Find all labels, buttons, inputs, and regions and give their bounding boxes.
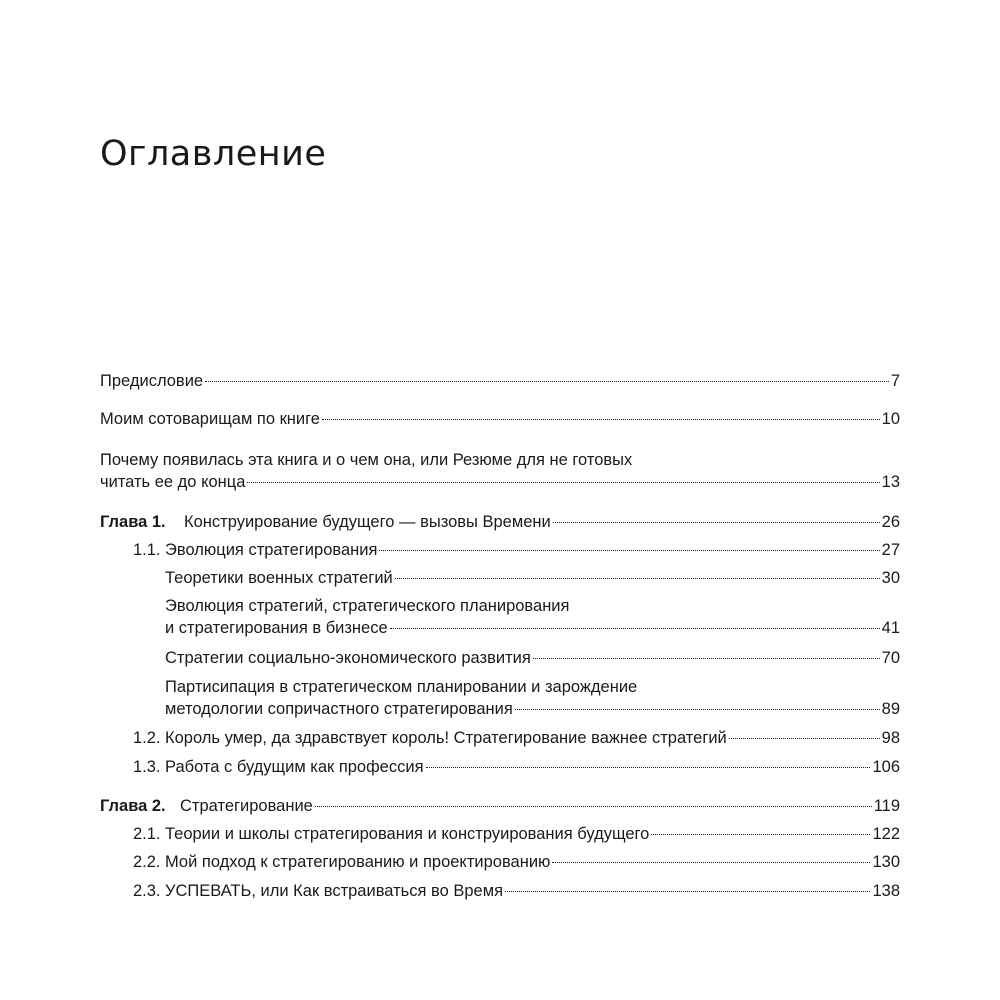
page-title: Оглавление (100, 134, 327, 174)
toc-entry-colleagues[interactable] (100, 408, 900, 430)
toc-page-number: 130 (872, 853, 900, 871)
toc-entry-1-1[interactable] (133, 539, 900, 561)
toc-page-number: 98 (881, 729, 900, 747)
toc-entry-label: УСПЕВАТЬ, или Как встраиваться во Время (165, 882, 504, 900)
toc-entry-why-book[interactable] (100, 449, 900, 493)
toc-entry-label: Теоретики военных стратегий (165, 569, 393, 587)
chapter-number: Глава 1. (100, 513, 166, 531)
toc-entry-preface[interactable] (100, 370, 900, 392)
leader-dots (505, 891, 870, 892)
toc-entry-chapter-1[interactable] (100, 511, 900, 533)
toc-page-number: 26 (881, 513, 900, 531)
leader-dots (315, 806, 872, 807)
toc-entry-label: Стратегии социально-экономического развития (165, 649, 531, 667)
toc-entry-2-1[interactable] (133, 823, 900, 845)
toc-entry-business-strategy[interactable] (165, 595, 900, 639)
toc-entry-label-line1: Эволюция стратегий, стратегического планирования (165, 597, 570, 615)
toc-entry-chapter-2[interactable] (100, 795, 900, 817)
leader-dots (390, 628, 880, 629)
toc-entry-label-line1: Партисипация в стратегическом планировании и зарождение (165, 678, 638, 696)
toc-page-number: 7 (890, 372, 900, 390)
toc-entry-label: читать ее до конца (100, 473, 246, 491)
toc-entry-label: и стратегирования в бизнесе (165, 619, 388, 637)
toc-entry-1-2[interactable] (133, 727, 900, 749)
toc-page-number: 106 (872, 758, 900, 776)
leader-dots (426, 767, 871, 768)
toc-page-number: 89 (881, 700, 900, 718)
toc-page-number: 27 (881, 541, 900, 559)
leader-dots (533, 658, 880, 659)
section-number: 1.3. (133, 758, 161, 776)
toc-entry-label: Теории и школы стратегирования и конструирования будущего (165, 825, 650, 843)
toc-entry-label: Король умер, да здравствует король! Стратегирование важнее стратегий (165, 729, 727, 747)
chapter-number: Глава 2. (100, 797, 166, 815)
leader-dots (322, 419, 880, 420)
leader-dots (552, 862, 870, 863)
toc-entry-label: Стратегирование (180, 797, 313, 815)
toc-entry-label: Предисловие (100, 372, 204, 390)
leader-dots (553, 522, 880, 523)
toc-page-number: 41 (881, 619, 900, 637)
section-number: 1.2. (133, 729, 161, 747)
toc-entry-label: Моим сотоварищам по книге (100, 410, 320, 428)
section-number: 2.3. (133, 882, 161, 900)
leader-dots (379, 550, 879, 551)
toc-page-number: 122 (872, 825, 900, 843)
leader-dots (395, 578, 880, 579)
toc-entry-socioeconomic[interactable] (165, 647, 900, 669)
section-number: 1.1. (133, 541, 161, 559)
toc-entry-participation[interactable] (165, 676, 900, 720)
toc-page-number: 119 (873, 797, 900, 815)
section-number: 2.2. (133, 853, 161, 871)
toc-entry-military-theorists[interactable] (165, 567, 900, 589)
toc-entry-label: Работа с будущим как профессия (165, 758, 424, 776)
toc-page-number: 30 (881, 569, 900, 587)
toc-page-number: 138 (872, 882, 900, 900)
leader-dots (205, 381, 889, 382)
toc-entry-label: Конструирование будущего — вызовы Времени (184, 513, 551, 531)
toc-page-number: 13 (881, 473, 900, 491)
toc-entry-2-3[interactable] (133, 880, 900, 902)
toc-entry-2-2[interactable] (133, 851, 900, 873)
section-number: 2.1. (133, 825, 161, 843)
toc-entry-label: Мой подход к стратегированию и проектированию (165, 853, 551, 871)
leader-dots (515, 709, 880, 710)
toc-entry-1-3[interactable] (133, 756, 900, 778)
toc-page-number: 70 (881, 649, 900, 667)
leader-dots (247, 482, 879, 483)
toc-entry-label: методологии сопричастного стратегирования (165, 700, 513, 718)
toc-entry-label-line1: Почему появилась эта книга и о чем она, или Резюме для не готовых (100, 451, 633, 469)
toc-entry-label: Эволюция стратегирования (165, 541, 378, 559)
leader-dots (729, 738, 880, 739)
leader-dots (651, 834, 870, 835)
toc-page-number: 10 (881, 410, 900, 428)
